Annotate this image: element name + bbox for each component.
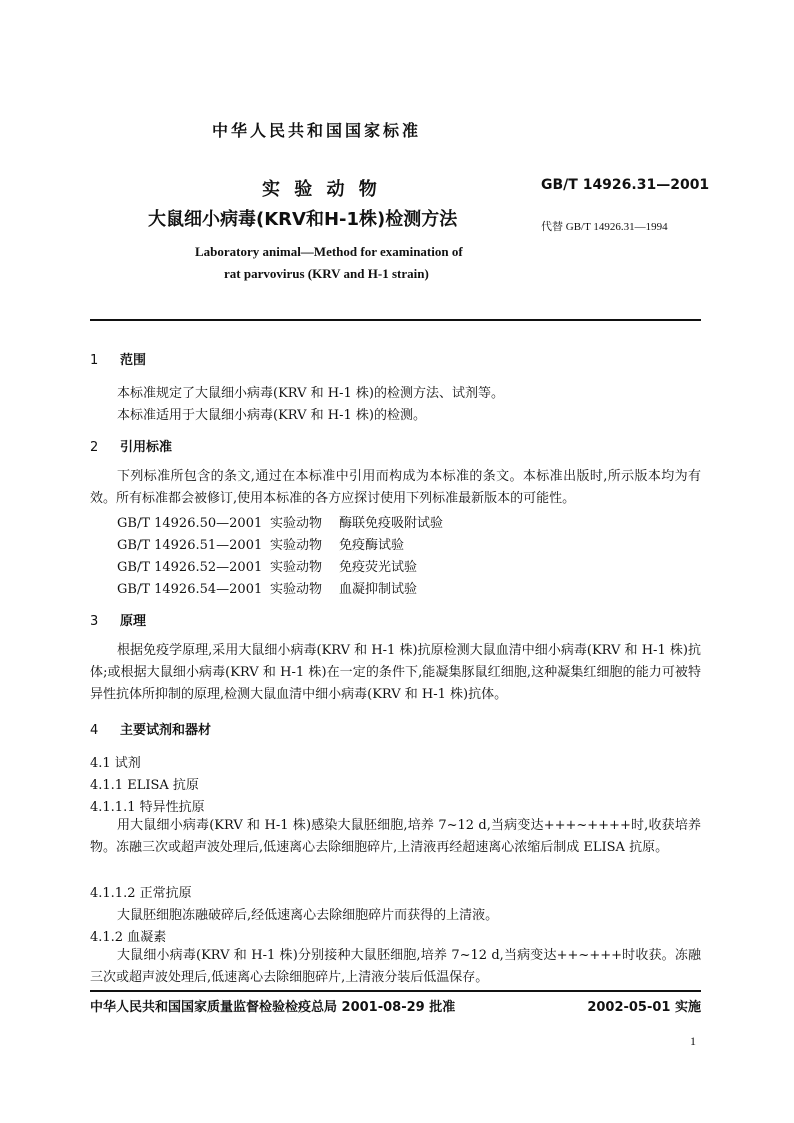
subsection-4-1-1-heading: 4.1.1 ELISA 抗原	[90, 778, 199, 793]
reference-name: 血凝抑制试验	[339, 582, 418, 597]
reference-standard	[117, 556, 417, 575]
subsection-4-1-2-heading: 4.1.2 血凝素	[90, 930, 167, 945]
section-2-heading	[90, 436, 172, 455]
english-title-line1: Laboratory animal—Method for examination of	[195, 244, 463, 259]
standard-code: GB/T 14926.31—2001	[541, 177, 710, 193]
section-1-title: 范围	[120, 353, 147, 368]
reference-name: 免疫酶试验	[339, 538, 405, 553]
footer-divider	[90, 990, 701, 992]
reference-code: GB/T 14926.50—2001	[117, 516, 263, 531]
approval-statement: 中华人民共和国国家质量监督检验检疫总局 2001-08-29 批准	[90, 1000, 456, 1015]
reference-category: 实验动物	[270, 516, 323, 531]
reference-code: GB/T 14926.51—2001	[117, 538, 263, 553]
reference-standard	[117, 512, 443, 531]
replaces-standard: 代替 GB/T 14926.31—1994	[541, 221, 668, 233]
section-3-number: 3	[90, 614, 99, 629]
section-3-heading	[90, 610, 146, 629]
subsection-4-1-1-2-heading: 4.1.1.2 正常抗原	[90, 886, 192, 901]
english-title-line2: rat parvovirus (KRV and H-1 strain)	[224, 266, 429, 281]
section-4-heading	[90, 719, 211, 738]
national-standard-title: 中华人民共和国国家标准	[212, 121, 422, 140]
reference-standard	[117, 534, 404, 553]
section-1-paragraph-1: 本标准规定了大鼠细小病毒(KRV 和 H-1 株)的检测方法、试剂等。	[117, 386, 504, 401]
subsection-4-1-heading: 4.1 试剂	[90, 756, 141, 771]
section-3-paragraph: 根据免疫学原理,采用大鼠细小病毒(KRV 和 H-1 株)抗原检测大鼠血清中细小病毒(KRV 和 H-1 株)抗体;或根据大鼠细小病毒(KRV 和 H-1 株)在一定的条件下,能凝集豚鼠红细胞,这种凝集红细胞的能力可被特异性抗体所抑制的原理,检测大鼠血清中细小病毒(KRV 和 H-1 株)抗体。	[90, 643, 701, 702]
section-2-intro: 下列标准所包含的条文,通过在本标准中引用而构成为本标准的条文。本标准出版时,所示版本均为有效。所有标准都会被修订,使用本标准的各方应探讨使用下列标准最新版本的可能性。	[90, 469, 701, 506]
reference-name: 酶联免疫吸附试验	[339, 516, 444, 531]
subsection-4-1-1-2-paragraph: 大鼠胚细胞冻融破碎后,经低速离心去除细胞碎片而获得的上清液。	[117, 908, 499, 923]
section-2-number: 2	[90, 440, 99, 455]
section-1-number: 1	[90, 353, 99, 368]
reference-code: GB/T 14926.54—2001	[117, 582, 263, 597]
reference-name: 免疫荧光试验	[339, 560, 418, 575]
reference-category: 实验动物	[270, 582, 323, 597]
section-2-title: 引用标准	[120, 440, 173, 455]
reference-code: GB/T 14926.52—2001	[117, 560, 263, 575]
subsection-4-1-2-paragraph: 大鼠细小病毒(KRV 和 H-1 株)分别接种大鼠胚细胞,培养 7~12 d,当病变达++~+++时收获。冻融三次或超声波处理后,低速离心去除细胞碎片,上清液分装后低温保存。	[90, 948, 701, 985]
implementation-date: 2002-05-01 实施	[587, 1000, 701, 1015]
subsection-4-1-1-1-paragraph: 用大鼠细小病毒(KRV 和 H-1 株)感染大鼠胚细胞,培养 7~12 d,当病变达+++~++++时,收获培养物。冻融三次或超声波处理后,低速离心去除细胞碎片,上清液再经超速离心浓缩后制成 ELISA 抗原。	[90, 818, 701, 855]
section-4-number: 4	[90, 723, 99, 738]
page-number: 1	[690, 1034, 696, 1048]
standard-title-main: 实 验 动 物	[262, 179, 381, 200]
section-3-title: 原理	[120, 614, 147, 629]
reference-standard	[117, 578, 417, 597]
section-4-title: 主要试剂和器材	[120, 723, 212, 738]
reference-category: 实验动物	[270, 560, 323, 575]
section-1-heading	[90, 349, 146, 368]
reference-category: 实验动物	[270, 538, 323, 553]
subsection-4-1-1-1-heading: 4.1.1.1 特异性抗原	[90, 800, 205, 815]
header-divider	[90, 319, 701, 321]
section-1-paragraph-2: 本标准适用于大鼠细小病毒(KRV 和 H-1 株)的检测。	[117, 408, 426, 423]
standard-title-sub: 大鼠细小病毒(KRV和H-1株)检测方法	[148, 209, 458, 230]
